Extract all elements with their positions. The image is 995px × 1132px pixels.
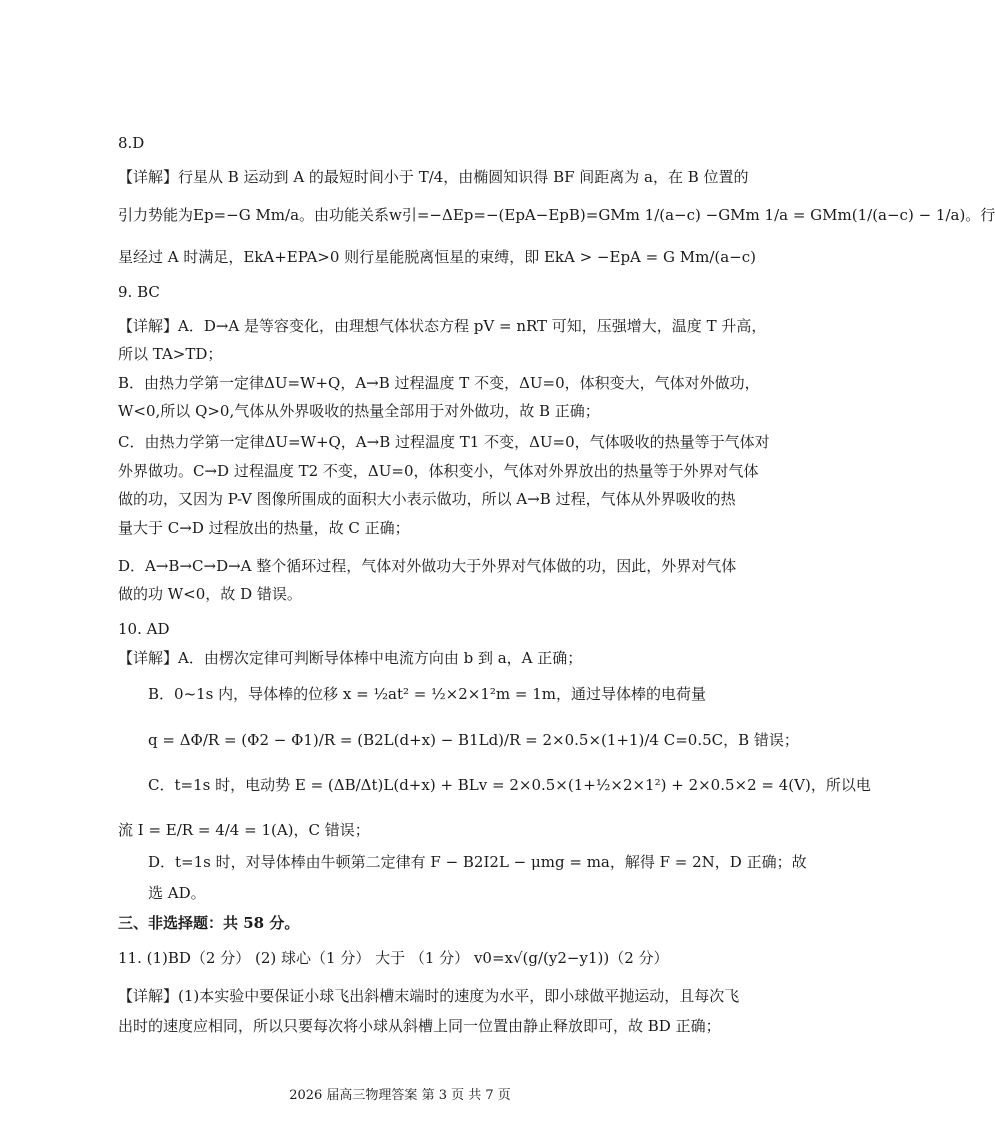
q10-line-1: 【详解】A．由楞次定律可判断导体棒中电流方向由 b 到 a，A 正确； xyxy=(118,649,583,667)
q10-line-2: B．0~1s 内，导体棒的位移 x = ½at² = ½×2×1²m = 1m，通过导体棒的电荷量 xyxy=(148,685,706,703)
q8-line-2: 引力势能为Ep=−G Mm/a。由功能关系w引=−ΔEp=−(EpA−EpB)=GMm 1/(a−c) −GMm 1/a = GMm(1/(a−c) − 1/a)。行 xyxy=(118,206,995,224)
q9-line-7: 做的功，又因为 P-V 图像所围成的面积大小表示做功，所以 A→B 过程，气体从外界吸收的热 xyxy=(118,490,736,508)
q10-line-6: D．t=1s 时，对导体棒由牛顿第二定律有 F − B2I2L − μmg = ma，解得 F = 2N，D 正确；故 xyxy=(148,853,807,871)
q11-line-2: 出时的速度应相同，所以只要每次将小球从斜槽上同一位置由静止释放即可，故 BD 正确； xyxy=(118,1017,721,1035)
q9-line-2: 所以 TA>TD； xyxy=(118,345,223,363)
q9-line-10: 做的功 W<0，故 D 错误。 xyxy=(118,585,302,603)
page-footer: 2026 届高三物理答案 第 3 页 共 7 页 xyxy=(289,1088,511,1103)
q9-line-5: C．由热力学第一定律ΔU=W+Q，A→B 过程温度 T1 不变，ΔU=0，气体吸收的热量等于气体对 xyxy=(118,433,770,451)
q9-line-4: W<0,所以 Q>0,气体从外界吸收的热量全部用于对外做功，故 B 正确； xyxy=(118,402,600,420)
q10-line-7: 选 AD。 xyxy=(148,884,206,902)
q11-line-1: 【详解】(1)本实验中要保证小球飞出斜槽末端时的速度为水平，即小球做平抛运动，且每次飞 xyxy=(118,987,740,1005)
q10-line-3: q = ΔΦ/R = (Φ2 − Φ1)/R = (B2L(d+x) − B1Ld)/R = 2×0.5×(1+1)/4 C=0.5C，B 错误； xyxy=(148,731,799,749)
q10-line-4: C．t=1s 时，电动势 E = (ΔB/Δt)L(d+x) + BLv = 2×0.5×(1+½×2×1²) + 2×0.5×2 = 4(V)，所以电 xyxy=(148,776,871,794)
q9-line-8: 量大于 C→D 过程放出的热量，故 C 正确； xyxy=(118,519,410,537)
section-3-heading: 三、非选择题：共 58 分。 xyxy=(118,914,300,932)
q8-answer: 8.D xyxy=(118,134,145,152)
q8-line-3: 星经过 A 时满足，EkA+EPA>0 则行星能脱离恒星的束缚，即 EkA > −EpA = G Mm/(a−c) xyxy=(118,248,756,266)
q9-line-6: 外界做功。C→D 过程温度 T2 不变，ΔU=0，体积变小，气体对外界放出的热量等于外界对气体 xyxy=(118,462,759,480)
q9-line-3: B．由热力学第一定律ΔU=W+Q，A→B 过程温度 T 不变，ΔU=0，体积变大，气体对外做功， xyxy=(118,374,760,392)
q10-line-5: 流 I = E/R = 4/4 = 1(A)，C 错误； xyxy=(118,821,370,839)
q8-line-1: 【详解】行星从 B 运动到 A 的最短时间小于 T/4，由椭圆知识得 BF 间距离为 a，在 B 位置的 xyxy=(118,168,749,186)
q11-answer: 11. (1)BD（2 分） (2) 球心（1 分） 大于 （1 分） v0=x√(g/(y2−y1))（2 分） xyxy=(118,949,669,967)
q10-answer: 10. AD xyxy=(118,620,170,638)
q9-line-9: D．A→B→C→D→A 整个循环过程，气体对外做功大于外界对气体做的功，因此，外界对气体 xyxy=(118,557,737,575)
q9-line-1: 【详解】A．D→A 是等容变化，由理想气体状态方程 pV = nRT 可知，压强增大，温度 T 升高， xyxy=(118,317,767,335)
q9-answer: 9. BC xyxy=(118,283,160,301)
